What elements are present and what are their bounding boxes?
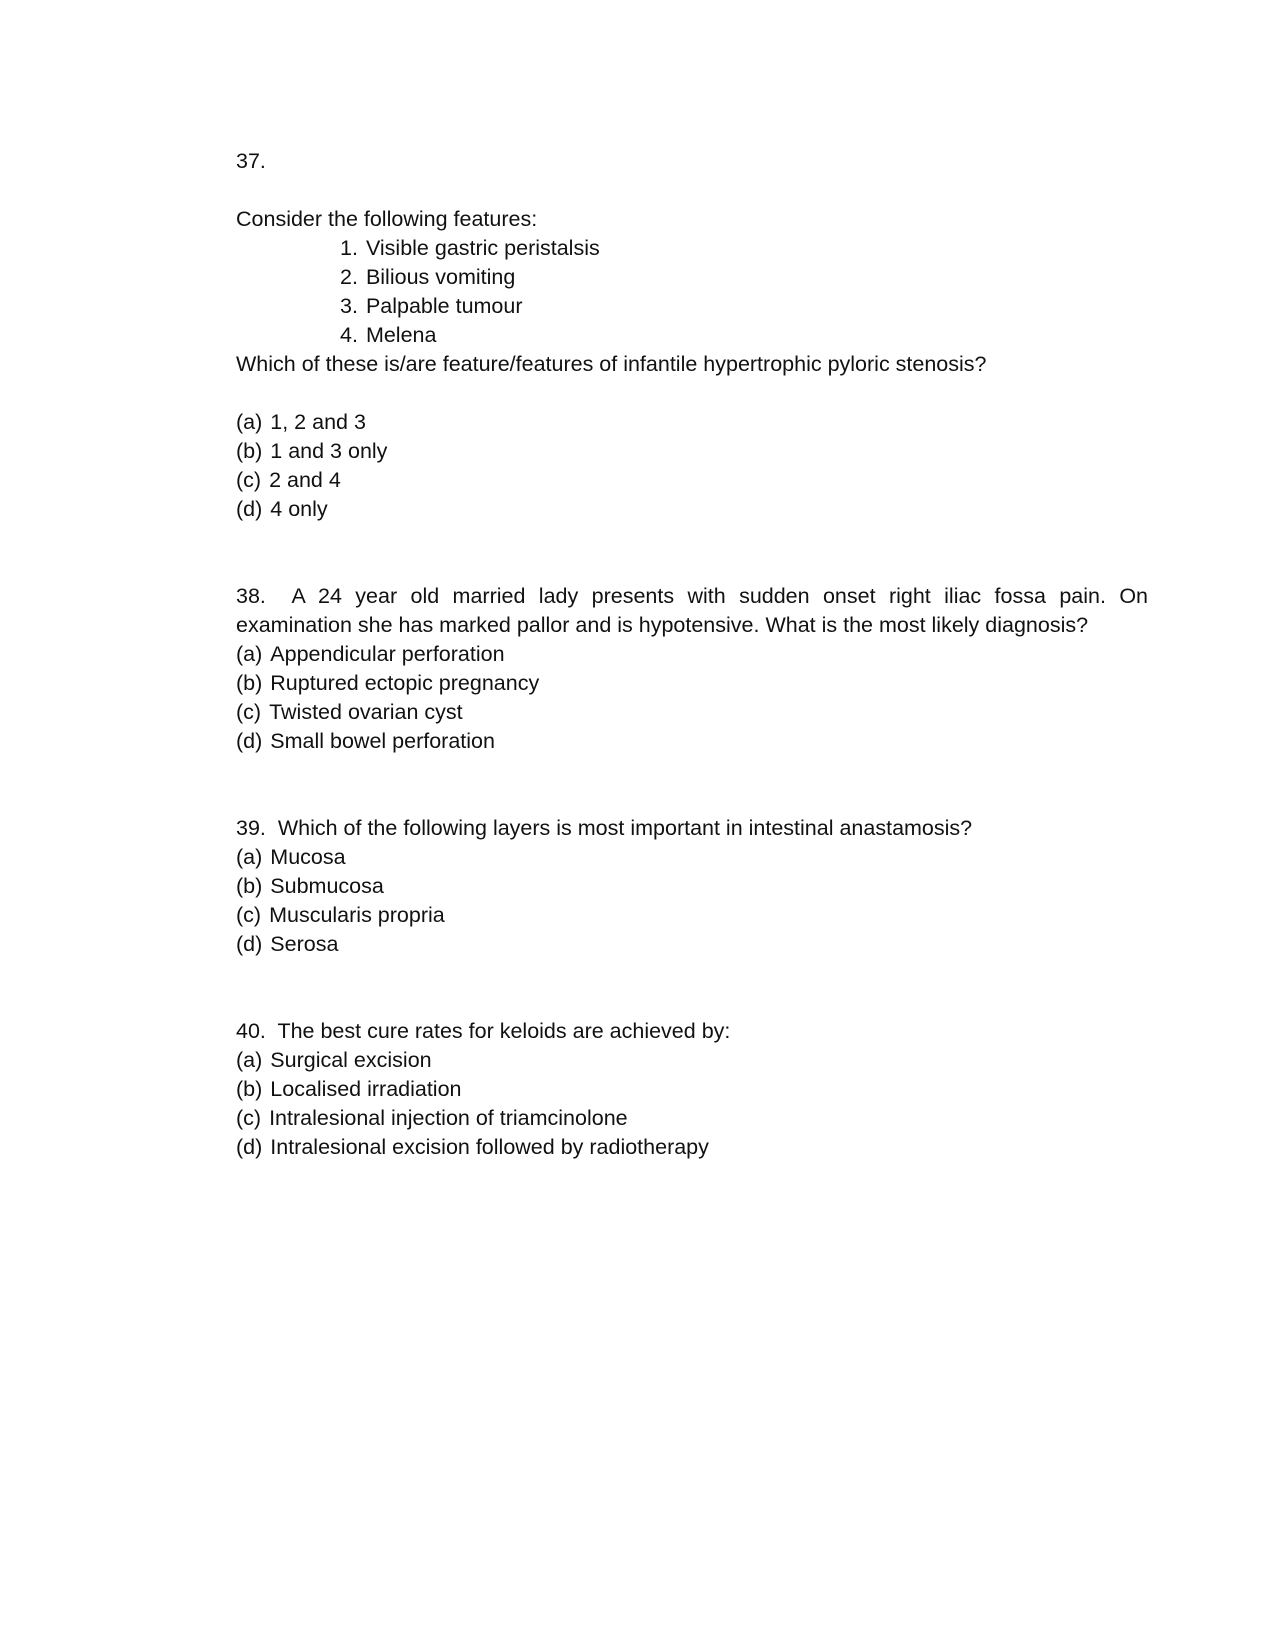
- question-39-number: 39.: [236, 816, 266, 840]
- option-text: Serosa: [270, 932, 339, 956]
- option-label: (c): [236, 903, 262, 927]
- option-text: Mucosa: [270, 845, 346, 869]
- question-38-option-b: [236, 668, 539, 698]
- option-text: 1 and 3 only: [270, 439, 388, 463]
- question-40-stem: The best cure rates for keloids are achieved by:: [277, 1019, 731, 1043]
- question-38-option-a: [236, 639, 505, 669]
- option-label: (b): [236, 874, 263, 898]
- question-40-number: 40.: [236, 1019, 266, 1043]
- option-text: Twisted ovarian cyst: [269, 700, 463, 724]
- option-label: (b): [236, 1077, 263, 1101]
- option-label: (d): [236, 729, 263, 753]
- question-37-number: 37.: [236, 149, 266, 173]
- feature-number: 4.: [340, 323, 358, 347]
- feature-number: 2.: [340, 265, 358, 289]
- question-37-feature-4: [340, 320, 436, 350]
- question-37-option-d: [236, 494, 328, 524]
- option-label: (a): [236, 845, 263, 869]
- question-37-feature-3: [340, 291, 523, 321]
- option-label: (b): [236, 671, 263, 695]
- feature-text: Palpable tumour: [365, 294, 523, 318]
- question-37-feature-1: [340, 233, 600, 263]
- question-39-option-d: [236, 929, 338, 959]
- feature-text: Visible gastric peristalsis: [365, 236, 600, 260]
- question-38-stem-text: A 24 year old married lady presents with sudden onset right iliac fossa pain. On: [291, 584, 1148, 608]
- feature-number: 3.: [340, 294, 358, 318]
- question-40-option-a: [236, 1045, 432, 1075]
- question-37-stem: Which of these is/are feature/features of infantile hypertrophic pyloric stenosis?: [236, 352, 987, 376]
- option-label: (c): [236, 1106, 262, 1130]
- question-39-stem-line: [236, 813, 972, 843]
- question-38-option-c: [236, 697, 463, 727]
- option-label: (b): [236, 439, 263, 463]
- question-39-option-b: [236, 871, 384, 901]
- option-text: 2 and 4: [269, 468, 341, 492]
- question-40-option-b: [236, 1074, 462, 1104]
- question-38-stem-line-1: [236, 581, 1148, 611]
- question-39-stem: Which of the following layers is most important in intestinal anastamosis?: [277, 816, 973, 840]
- feature-number: 1.: [340, 236, 358, 260]
- question-39-option-c: [236, 900, 445, 930]
- question-37-feature-2: [340, 262, 515, 292]
- question-40-option-c: [236, 1103, 628, 1133]
- question-37-option-c: [236, 465, 341, 495]
- question-38-stem-line-2: examination she has marked pallor and is hypotensive. What is the most likely diagnosis?: [236, 613, 1089, 637]
- option-label: (d): [236, 932, 263, 956]
- option-text: Ruptured ectopic pregnancy: [270, 671, 540, 695]
- option-label: (d): [236, 1135, 263, 1159]
- question-37-option-b: [236, 436, 387, 466]
- option-label: (c): [236, 468, 262, 492]
- question-37-intro: Consider the following features:: [236, 207, 538, 231]
- option-text: Intralesional injection of triamcinolone: [269, 1106, 628, 1130]
- option-text: Submucosa: [270, 874, 384, 898]
- option-text: Muscularis propria: [269, 903, 445, 927]
- option-label: (c): [236, 700, 262, 724]
- question-37-option-a: [236, 407, 366, 437]
- option-text: Small bowel perforation: [270, 729, 495, 753]
- option-text: 4 only: [270, 497, 328, 521]
- feature-text: Melena: [365, 323, 437, 347]
- question-40-stem-line: [236, 1016, 730, 1046]
- option-label: (a): [236, 642, 263, 666]
- question-38-number: 38.: [236, 584, 266, 608]
- option-label: (a): [236, 1048, 263, 1072]
- option-text: Appendicular perforation: [270, 642, 505, 666]
- feature-text: Bilious vomiting: [365, 265, 516, 289]
- question-38-option-d: [236, 726, 495, 756]
- option-label: (a): [236, 410, 263, 434]
- question-40-option-d: [236, 1132, 709, 1162]
- option-text: 1, 2 and 3: [270, 410, 366, 434]
- option-text: Surgical excision: [270, 1048, 432, 1072]
- option-text: Intralesional excision followed by radiotherapy: [270, 1135, 709, 1159]
- option-text: Localised irradiation: [270, 1077, 462, 1101]
- option-label: (d): [236, 497, 263, 521]
- question-39-option-a: [236, 842, 346, 872]
